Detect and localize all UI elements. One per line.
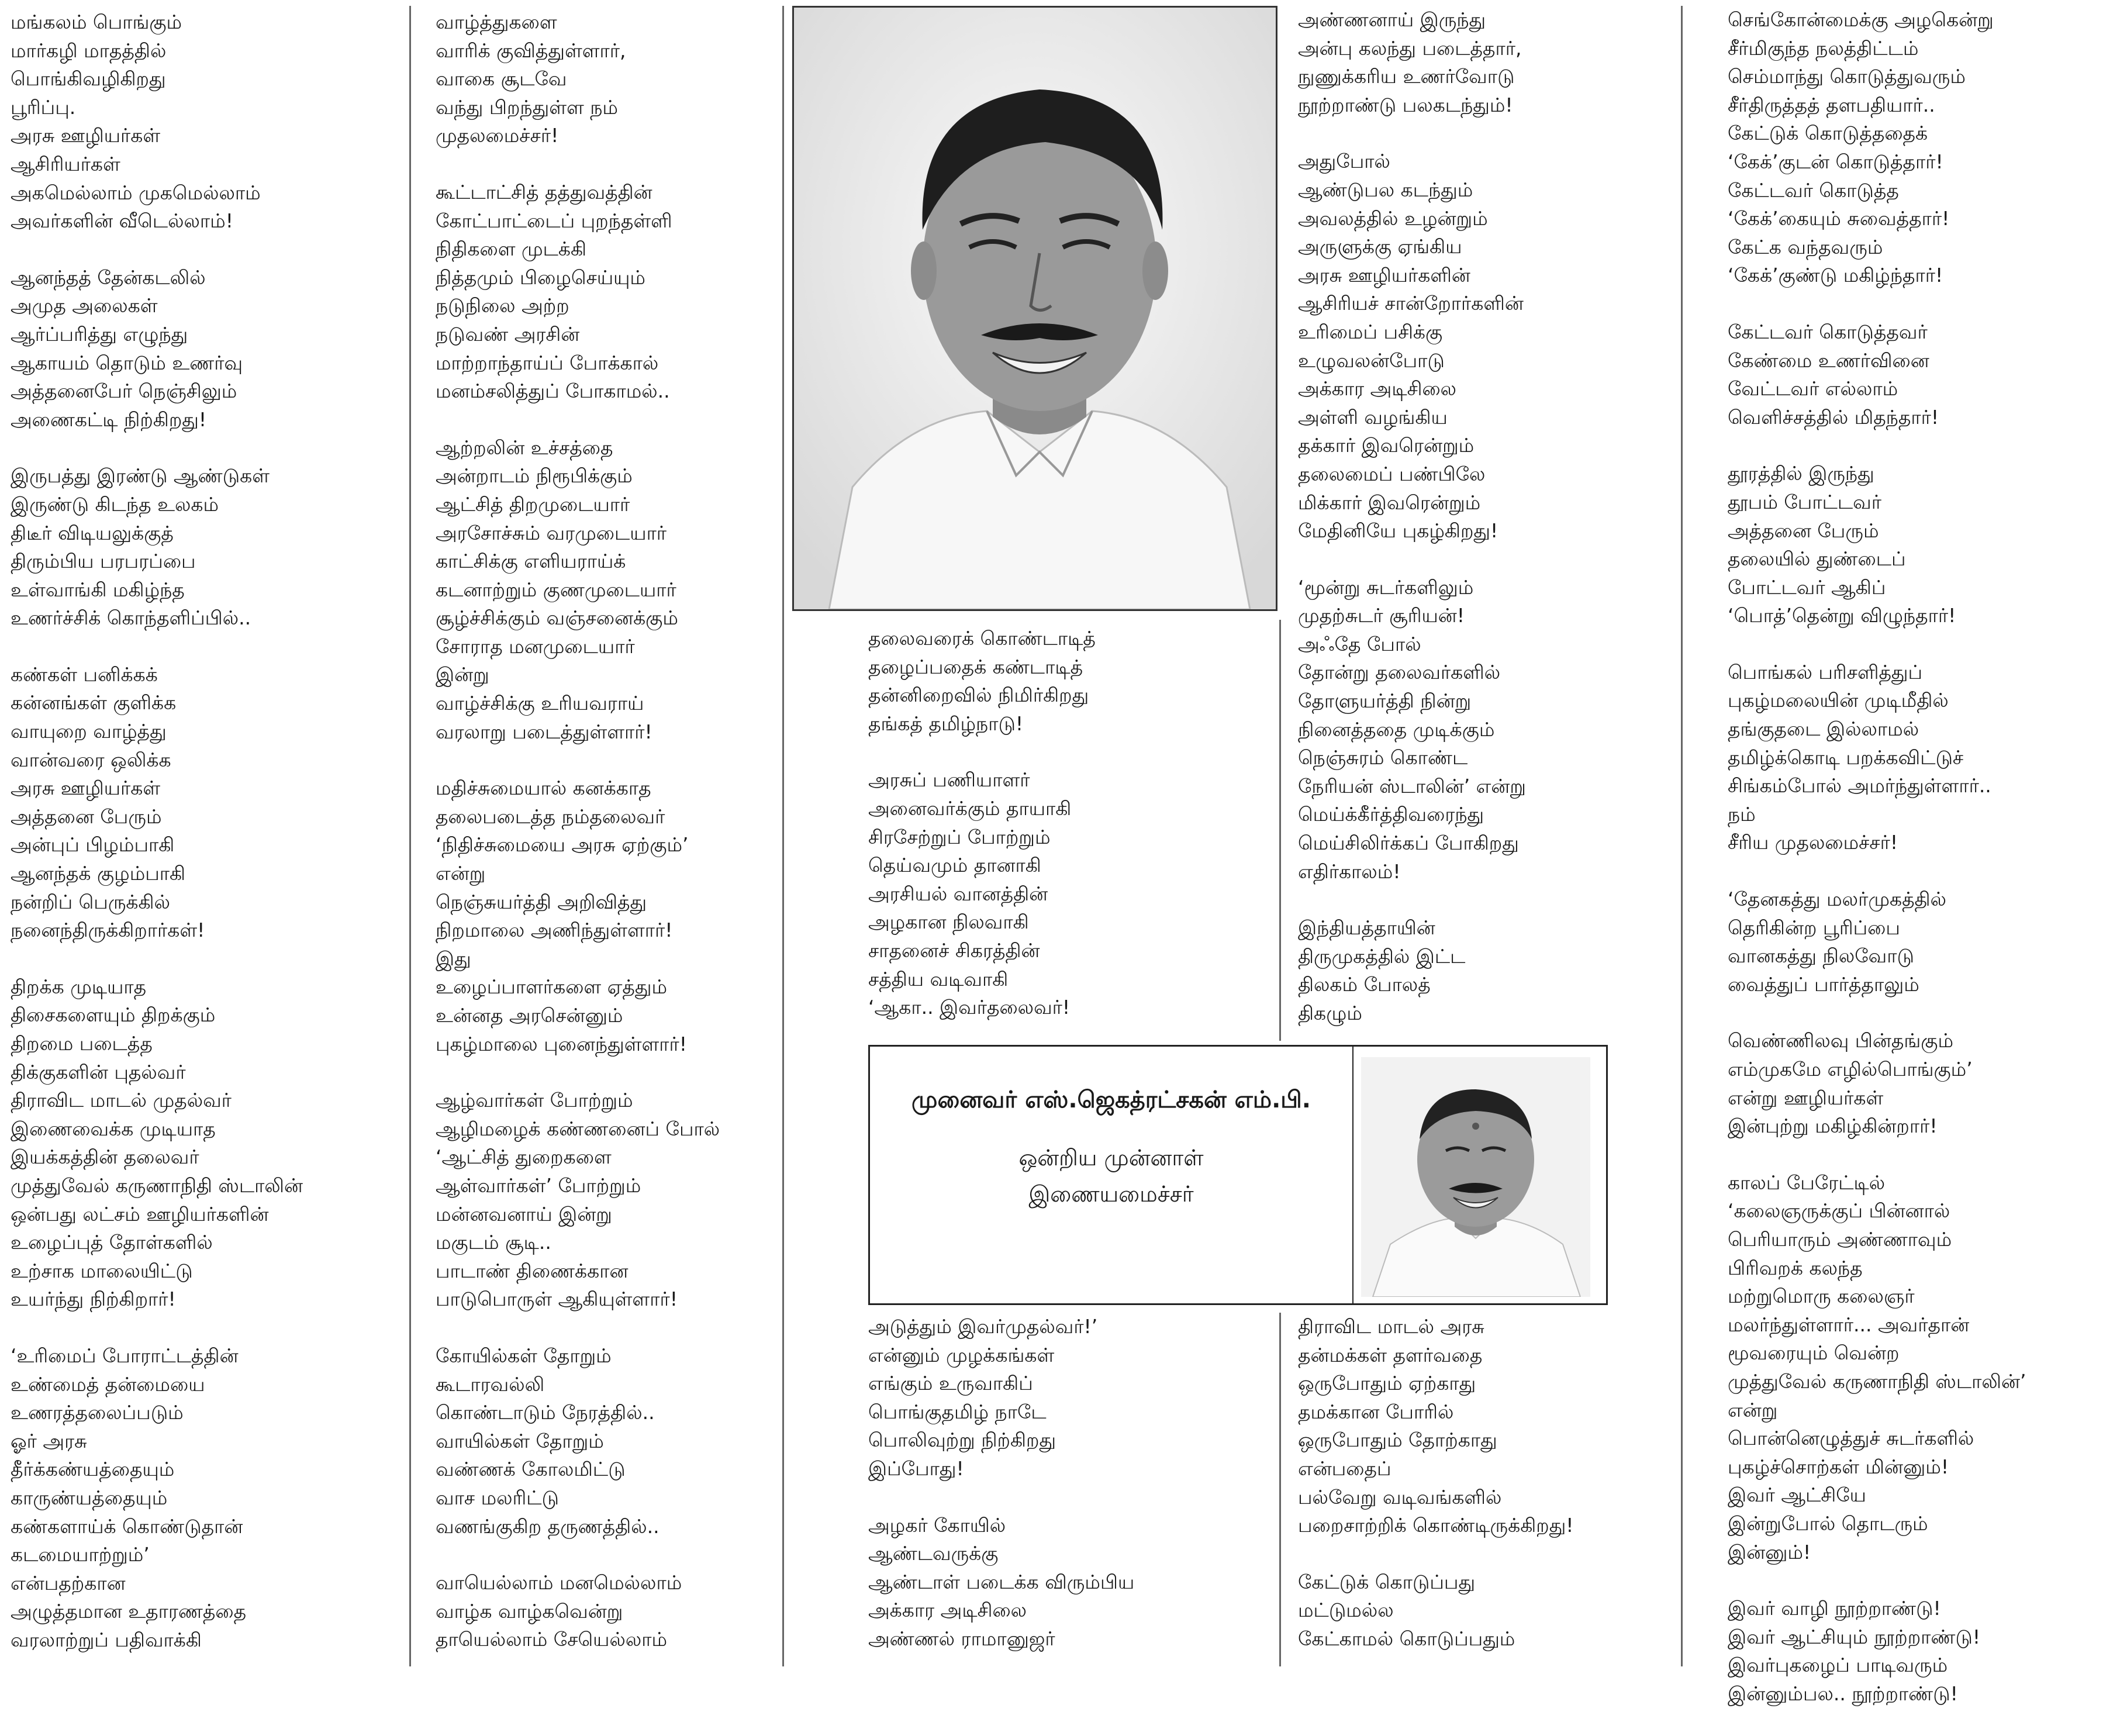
poem-line: கோயில்கள் தோறும் [436, 1344, 612, 1367]
poem-line: ‘மூன்று சுடர்களிலும் [1298, 575, 1474, 599]
poem-line: தங்கத் தமிழ்நாடு! [868, 712, 1024, 735]
poem-line: திலகம் போலத் [1298, 973, 1431, 996]
poem-line: அஃதே போல் [1298, 632, 1421, 655]
poem-line: பறைசாற்றிக் கொண்டிருக்கிறது! [1298, 1514, 1574, 1537]
poem-stanza [11, 1342, 303, 1655]
poem-stanza [1728, 1595, 2026, 1708]
poem-line: சத்திய வடிவாகி [868, 967, 1009, 990]
poem-line: ஆண்டாள் படைக்க விரும்பிய [868, 1570, 1135, 1593]
poem-line: ஆள்வார்கள்’ போற்றும் [436, 1174, 641, 1197]
poem-line: சிரசேற்றுப் போற்றும் [868, 825, 1051, 848]
poem-stanza [1728, 6, 2026, 290]
poem-line: என்பதற்கான [11, 1571, 126, 1595]
poem-line: முதற்சுடர் சூரியன்! [1298, 604, 1465, 627]
poem-line: திராவிட மாடல் முதல்வர் [11, 1089, 232, 1112]
poem-line: அரசோச்சும் வரமுடையார் [436, 521, 667, 544]
poem-stanza [1728, 885, 2026, 999]
poem-line: இப்போது! [868, 1457, 964, 1480]
poem-column-1 [11, 8, 303, 1682]
poem-line: உன்னத அரசென்னும் [436, 1004, 623, 1027]
poem-line: வாச மலரிட்டு [436, 1486, 560, 1509]
poem-line: அரசு ஊழியர்களின் [1298, 263, 1470, 287]
poem-line: இது [436, 947, 471, 970]
author-credit-text [870, 1047, 1352, 1303]
poem-line: தங்குதடை இல்லாமல் [1728, 717, 1919, 741]
poem-line: கடனாற்றும் குணமுடையார் [436, 578, 676, 601]
poem-line: வந்து பிறந்துள்ள நம் [436, 95, 618, 119]
poem-line: ஆட்சித் திறமுடையார் [436, 492, 630, 516]
author-credit-box [868, 1045, 1608, 1305]
poem-line: திராவிட மாடல் அரசு [1298, 1315, 1484, 1338]
author-role-line-1: ஒன்றிய முன்னாள் [1018, 1145, 1204, 1171]
poem-line: கேட்காமல் கொடுப்பதும் [1298, 1627, 1515, 1650]
poem-line: இவர்புகழைப் பாடிவரும் [1728, 1654, 1948, 1677]
poem-line: உழைப்புத் தோள்களில் [11, 1231, 213, 1254]
poem-line: மாற்றாந்தாய்ப் போக்கால் [436, 351, 659, 374]
poem-line: அரசுப் பணியாளர் [868, 768, 1030, 792]
poem-line: சீரிய முதலமைச்சர்! [1728, 831, 1898, 854]
poem-line: நிதிகளை முடக்கி [436, 237, 587, 261]
poem-line: வானகத்து நிலவோடு [1728, 944, 1914, 968]
column-rule-1 [409, 6, 411, 1666]
poem-line: வாகை சூடவே [436, 67, 567, 91]
poem-line: அவலத்தில் உழன்றும் [1298, 206, 1488, 230]
poem-line: இன்றுபோல் தொடரும் [1728, 1511, 1928, 1535]
poem-line: திகழும் [1298, 1002, 1362, 1024]
poem-line: நனைந்திருக்கிறார்கள்! [11, 919, 205, 942]
poem-line: ஆழிமழைக் கண்ணனைப் போல் [436, 1117, 720, 1140]
poem-line: கேட்டுக் கொடுப்பது [1298, 1570, 1476, 1593]
poem-line: அரசு ஊழியர்கள் [11, 776, 161, 800]
poem-line: ஒருபோதும் தோற்காது [1298, 1428, 1497, 1452]
poem-line: அருளுக்கு ஏங்கிய [1298, 235, 1462, 258]
poem-line: மகுடம் சூடி.. [436, 1231, 551, 1254]
poem-line: என்று ஊழியர்கள் [1728, 1086, 1884, 1109]
poem-line: பொங்கல் பரிசளித்துப் [1728, 660, 1923, 684]
poem-line: ‘ஆட்சித் துறைகளை [436, 1145, 612, 1169]
poem-line: போட்டவர் ஆகிப் [1728, 575, 1886, 599]
poem-line: திரும்பிய பரபரப்பை [11, 550, 196, 573]
poem-line: இருண்டு கிடந்த உலகம் [11, 492, 219, 516]
poem-line: அழகான நிலவாகி [868, 910, 1029, 934]
poem-line: கடமையாற்றும்’ [11, 1543, 150, 1566]
poem-stanza [436, 434, 720, 747]
poem-stanza [1298, 914, 1526, 1027]
poem-line: மேதினியே புகழ்கிறது! [1298, 519, 1498, 543]
poem-line: இணைவைக்க முடியாத [11, 1117, 216, 1140]
poem-line: தீர்க்கண்யத்தையும் [11, 1458, 175, 1481]
poem-line: ஆனந்தத் தேன்கடலில் [11, 265, 206, 289]
poem-stanza [436, 774, 720, 1058]
poem-stanza [436, 1342, 720, 1541]
poem-line: ‘கலைஞருக்குப் பின்னால் [1728, 1199, 1950, 1223]
poem-line: திறக்க முடியாத [11, 975, 147, 998]
poem-line: கூடாரவல்லி [436, 1372, 545, 1396]
poem-line: என்று [436, 862, 486, 885]
poem-line: வாயெல்லாம் மனமெல்லாம் [436, 1571, 682, 1595]
poem-line: பொன்னெழுத்துச் சுடர்களில் [1728, 1427, 1974, 1450]
poem-line: கண்களாய்க் கொண்டுதான் [11, 1514, 243, 1538]
poem-line: ‘நிதிச்சுமையை அரசு ஏற்கும்’ [436, 833, 689, 857]
poem-line: கேட்டுக் கொடுத்ததைக் [1728, 122, 1928, 145]
poem-line: தாயெல்லாம் சேயெல்லாம் [436, 1628, 668, 1651]
poem-stanza [1298, 1313, 1574, 1540]
poem-stanza [868, 1511, 1134, 1654]
poem-line: உண்மைத் தன்மையை [11, 1372, 205, 1396]
poem-line: கோட்பாட்டைப் புறந்தள்ளி [436, 209, 672, 232]
poem-line: தோன்று தலைவர்களில் [1298, 661, 1501, 684]
poem-line: தலைமைப் பண்பிலே [1298, 462, 1486, 485]
poem-line: ‘பொத்’தென்று விழுந்தார்! [1728, 604, 1956, 627]
poem-line: என்பதைப் [1298, 1457, 1391, 1480]
poem-line: சிங்கம்போல் அமர்ந்துள்ளார்.. [1728, 774, 1991, 798]
poem-line: நித்தமும் பிழைசெய்யும் [436, 265, 645, 289]
poem-stanza [1728, 460, 2026, 630]
poem-column-4-bottom [1298, 1313, 1574, 1682]
poem-column-3-top [868, 624, 1096, 1050]
poem-line: அகமெல்லாம் முகமெல்லாம் [11, 181, 261, 204]
poem-line: கண்கள் பனிக்கக் [11, 662, 158, 686]
poem-line: ஆர்ப்பரித்து எழுந்து [11, 322, 188, 346]
poem-line: உற்சாக மாலையிட்டு [11, 1259, 193, 1282]
poem-line: அன்பு கலந்து படைத்தார், [1298, 36, 1522, 60]
poem-column-3-bottom [868, 1313, 1134, 1682]
poem-line: பெரியாரும் அண்ணாவும் [1728, 1227, 1952, 1251]
poem-line: வரலாறு படைத்துள்ளார்! [436, 720, 652, 743]
poem-line: காட்சிக்கு எளியராய்க் [436, 550, 626, 573]
poem-line: அவர்களின் வீடெல்லாம்! [11, 209, 233, 233]
poem-line: வெண்ணிலவு பின்தங்கும் [1728, 1029, 1953, 1052]
poem-line: தெரிகின்ற பூரிப்பை [1728, 916, 1900, 939]
poem-line: உள்வாங்கி மகிழ்ந்த [11, 578, 185, 601]
poem-line: ஆழ்வார்கள் போற்றும் [436, 1089, 633, 1112]
poem-line: உழுவலன்போடு [1298, 348, 1445, 372]
poem-line: அரசியல் வானத்தின் [868, 882, 1048, 905]
poem-line: காலப் பேரேட்டில் [1728, 1171, 1886, 1194]
poem-line: முத்துவேல் கருணாநிதி ஸ்டாலின் [11, 1174, 303, 1197]
poem-line: வெளிச்சத்தில் மிதந்தார்! [1728, 405, 1939, 429]
poem-line: பாடாண் திணைக்கான [436, 1259, 629, 1282]
poem-line: நூற்றாண்டு பலகடந்தும்! [1298, 93, 1513, 116]
poem-line: புகழ்மலையின் முடிமீதில் [1728, 689, 1949, 712]
poem-line: பொங்குதமிழ் நாடே [868, 1400, 1047, 1423]
poem-line: இயக்கத்தின் தலைவர் [11, 1145, 199, 1169]
poem-line: கூட்டாட்சித் தத்துவத்தின் [436, 180, 652, 203]
poem-line: அடுத்தும் இவர்முதல்வர்!’ [868, 1315, 1098, 1338]
poem-stanza [1298, 6, 1526, 119]
poem-line: இருபத்து இரண்டு ஆண்டுகள் [11, 464, 270, 488]
poem-line: திருமுகத்தில் இட்ட [1298, 944, 1466, 968]
poem-line: பல்வேறு வடிவங்களில் [1298, 1485, 1502, 1509]
author-portrait-photo [1361, 1057, 1590, 1297]
poem-line: ஓர் அரசு [11, 1429, 87, 1452]
chief-minister-portrait-photo [792, 6, 1277, 611]
poem-stanza [11, 462, 303, 633]
poem-line: தலைபடைத்த நம்தலைவர் [436, 805, 665, 828]
poem-line: திக்குகளின் புதல்வர் [11, 1060, 186, 1083]
poem-line: என்று [1728, 1398, 1778, 1421]
poem-line: தலையில் துண்டைப் [1728, 547, 1906, 571]
poem-line: அத்தனை பேரும் [1728, 519, 1879, 542]
poem-stanza [1728, 318, 2026, 432]
poem-line: மிக்கார் இவரென்றும் [1298, 491, 1481, 514]
poem-line: வாழ்க வாழ்கவென்று [436, 1599, 623, 1623]
poem-line: வரலாற்றுப் பதிவாக்கி [11, 1628, 202, 1651]
poem-line: கேண்மை உணர்வினை [1728, 348, 1929, 372]
poem-line: அண்ணல் ராமானுஜர் [868, 1627, 1055, 1650]
poem-line: வான்வரை ஒலிக்க [11, 748, 171, 771]
poem-line: கேட்க வந்தவரும் [1728, 235, 1883, 258]
poem-line: தமக்கான போரில் [1298, 1400, 1454, 1423]
poem-line: அதுபோல் [1298, 150, 1390, 173]
poem-line: மனம்சலித்துப் போகாமல்.. [436, 379, 670, 403]
poem-line: ஆசிரியச் சான்றோர்களின் [1298, 292, 1524, 315]
poem-line: அண்ணனாய் இருந்து [1298, 8, 1486, 31]
poem-line: அள்ளி வழங்கிய [1298, 405, 1448, 429]
poem-column-4 [1298, 6, 1526, 1056]
poem-stanza [1728, 1027, 2026, 1140]
poem-line: சீர்மிகுந்த நலத்திட்டம் [1728, 36, 1919, 60]
poem-line: தக்கார் இவரென்றும் [1298, 434, 1475, 457]
poem-line: ‘கேக்’கையும் சுவைத்தார்! [1728, 207, 1950, 230]
poem-line: நம் [1728, 802, 1756, 826]
poem-line: இன்று [436, 663, 489, 686]
poem-line: திடீர் விடியலுக்குத் [11, 521, 174, 544]
author-role [870, 1140, 1352, 1212]
poem-line: முத்துவேல் கருணாநிதி ஸ்டாலின்’ [1728, 1369, 2026, 1393]
poem-line: இவர் ஆட்சியும் நூற்றாண்டு! [1728, 1625, 1981, 1648]
poem-line: அன்றாடம் நிரூபிக்கும் [436, 464, 633, 488]
poem-line: வாயுறை வாழ்த்து [11, 720, 167, 743]
poem-line: அரசு ஊழியர்கள் [11, 124, 161, 147]
poem-line: கன்னங்கள் குளிக்க [11, 691, 177, 715]
poem-stanza [1298, 1568, 1574, 1654]
poem-line: நன்றிப் பெருக்கில் [11, 890, 170, 913]
poem-line: மார்கழி மாதத்தில் [11, 39, 167, 62]
poem-line: தன்மக்கள் தளர்வதை [1298, 1343, 1483, 1366]
poem-column-5 [1728, 6, 2026, 1736]
poem-line: மெய்சிலிர்க்கப் போகிறது [1298, 831, 1519, 855]
poem-line: உரிமைப் பசிக்கு [1298, 320, 1443, 343]
poem-line: மங்கலம் பொங்கும் [11, 11, 182, 33]
poem-line: இன்னும்! [1728, 1540, 1811, 1564]
poem-line: திறமை படைத்த [11, 1032, 153, 1055]
column-rule-3 [1279, 620, 1281, 1041]
poem-line: ஆசிரியர்கள் [11, 152, 120, 175]
poem-line: நடுவண் அரசின் [436, 322, 580, 346]
poem-stanza [1298, 574, 1526, 886]
poem-line: இந்தியத்தாயின் [1298, 916, 1435, 940]
poem-line: இன்னும்பல.. நூற்றாண்டு! [1728, 1682, 1958, 1705]
author-role-line-2: இணையமைச்சர் [1028, 1181, 1194, 1207]
poem-line: வைத்துப் பார்த்தாலும் [1728, 972, 1919, 996]
poem-line: சோராத மனமுடையார் [436, 634, 635, 658]
poem-line: மன்னவனாய் இன்று [436, 1202, 612, 1226]
poem-line: நடுநிலை அற்ற [436, 294, 569, 317]
poem-line: ‘உரிமைப் போராட்டத்தின் [11, 1344, 239, 1367]
poem-line: தழைப்பதைக் கண்டாடித் [868, 655, 1083, 678]
poem-line: பாடுபொருள் ஆகியுள்ளார்! [436, 1288, 678, 1311]
author-name: முனைவர் எஸ்.ஜெகத்ரட்சகன் எம்.பி. [911, 1086, 1311, 1113]
poem-line: புகழ்மாலை புனைந்துள்ளார்! [436, 1032, 687, 1055]
poem-line: ஆண்டவருக்கு [868, 1542, 999, 1565]
poem-line: தமிழ்க்கொடி பறக்கவிட்டுச் [1728, 746, 1964, 769]
poem-stanza [436, 1569, 720, 1654]
poem-line: ஆகாயம் தொடும் உணர்வு [11, 351, 243, 374]
poem-line: வணங்குகிற தருணத்தில்.. [436, 1514, 659, 1538]
poem-line: சாதனைச் சிகரத்தின் [868, 938, 1040, 962]
poem-line: அக்கார அடிசிலை [868, 1599, 1027, 1622]
poem-line: வேட்டவர் எல்லாம் [1728, 377, 1898, 401]
poem-line: புகழ்ச்சொற்கள் மின்னும்! [1728, 1455, 1949, 1478]
poem-line: அணைகட்டி நிற்கிறது! [11, 408, 207, 431]
poem-line: காருண்யத்தையும் [11, 1486, 168, 1509]
poem-line: செம்மாந்து கொடுத்துவரும் [1728, 65, 1966, 88]
poem-line: பூரிப்பு. [11, 95, 76, 119]
poem-line: செங்கோன்மைக்கு அழகென்று [1728, 8, 1994, 31]
poem-line: தலைவரைக் கொண்டாடித் [868, 627, 1096, 650]
poem-stanza [11, 8, 303, 236]
poem-line: வாழ்ச்சிக்கு உரியவராய் [436, 692, 644, 715]
poem-line: என்னும் முழக்கங்கள் [868, 1343, 1055, 1366]
poem-line: அமுத அலைகள் [11, 294, 158, 317]
poem-line: நெஞ்சுயர்த்தி அறிவித்து [436, 890, 647, 913]
poem-line: சீர்திருத்தத் தளபதியார்.. [1728, 93, 1935, 116]
poem-line: உணர்ச்சிக் கொந்தளிப்பில்.. [11, 606, 251, 630]
poem-line: நேரியன் ஸ்டாலின்’ என்று [1298, 774, 1527, 798]
poem-line: இவர் ஆட்சியே [1728, 1483, 1866, 1507]
poem-line: அழகர் கோயில் [868, 1513, 1006, 1537]
poem-line: மெய்க்கீர்த்திவரைந்து [1298, 803, 1484, 826]
poem-line: முதலமைச்சர்! [436, 124, 559, 147]
poem-line: வண்ணக் கோலமிட்டு [436, 1458, 626, 1481]
poem-line: எங்கும் உருவாகிப் [868, 1372, 1033, 1395]
poem-line: திசைகளையும் திறக்கும் [11, 1003, 216, 1027]
poem-stanza [868, 624, 1096, 738]
poem-stanza [436, 178, 720, 406]
poem-line: பொலிவுற்று நிற்கிறது [868, 1428, 1056, 1452]
poem-stanza [1298, 147, 1526, 545]
poem-line: மூவரையும் வென்ற [1728, 1341, 1900, 1365]
poem-line: தெய்வமும் தானாகி [868, 854, 1041, 877]
poem-stanza [436, 1086, 720, 1314]
poem-line: வாரிக் குவித்துள்ளார், [436, 39, 626, 62]
author-box-divider [1352, 1047, 1353, 1303]
poem-stanza [436, 8, 720, 150]
poem-line: பொங்கிவழிகிறது [11, 67, 166, 91]
column-rule-4 [1681, 6, 1683, 1666]
poem-line: ஒன்பது லட்சம் ஊழியர்களின் [11, 1202, 269, 1226]
poem-line: இன்புற்று மகிழ்கின்றார்! [1728, 1114, 1938, 1138]
poem-line: எதிர்காலம்! [1298, 860, 1401, 883]
poem-line: ‘கேக்’குடன் கொடுத்தார்! [1728, 150, 1943, 173]
poem-line: ஆண்டுபல கடந்தும் [1298, 178, 1473, 201]
poem-stanza [868, 1313, 1134, 1483]
poem-line: உணரத்தலைப்படும் [11, 1401, 184, 1424]
poem-line: மட்டுமல்ல [1298, 1599, 1394, 1622]
poem-line: இவர் வாழி நூற்றாண்டு! [1728, 1597, 1941, 1620]
poem-stanza [11, 661, 303, 945]
poem-line: எம்முகமே எழில்பொங்கும்’ [1728, 1058, 1973, 1081]
poem-line: தன்னிறைவில் நிமிர்கிறது [868, 684, 1089, 707]
poem-line: சூழ்ச்சிக்கும் வஞ்சனைக்கும் [436, 606, 678, 630]
poem-line: ‘கேக்’குண்டு மகிழ்ந்தார்! [1728, 264, 1943, 287]
poem-column-2 [436, 8, 720, 1682]
poem-stanza [11, 264, 303, 434]
poem-line: அழுத்தமான உதாரணத்தை [11, 1600, 247, 1623]
poem-line: நுணுக்கரிய உணர்வோடு [1298, 65, 1515, 88]
poem-line: மதிச்சுமையால் கனக்காத [436, 776, 651, 800]
poem-line: மற்றுமொரு கலைஞர் [1728, 1285, 1915, 1308]
poem-line: கேட்டவர் கொடுத்தவர் [1728, 320, 1928, 343]
poem-line: அத்தனைபேர் நெஞ்சிலும் [11, 379, 237, 403]
poem-line: அனைவர்க்கும் தாயாகி [868, 796, 1072, 820]
poem-line: கொண்டாடும் நேரத்தில்.. [436, 1401, 655, 1424]
poem-line: ஆனந்தக் குழம்பாகி [11, 862, 186, 885]
poem-line: அக்கார அடிசிலை [1298, 377, 1457, 401]
poem-line: தோளுயர்த்தி நின்று [1298, 689, 1472, 713]
poem-stanza [1728, 1169, 2026, 1566]
poem-line: வாழ்த்துகளை [436, 11, 557, 33]
poem-stanza [11, 973, 303, 1314]
poem-line: கேட்டவர் கொடுத்த [1728, 178, 1899, 202]
poem-stanza [868, 766, 1096, 1021]
poem-line: வாயில்கள் தோறும் [436, 1429, 604, 1452]
poem-line: உயர்ந்து நிற்கிறார்! [11, 1288, 176, 1311]
poem-line: ‘தேனகத்து மலர்முகத்தில் [1728, 888, 1946, 911]
poem-line: ‘ஆகா.. இவர்தலைவர்! [868, 996, 1071, 1019]
poem-line: பிரிவறக் கலந்த [1728, 1256, 1863, 1279]
poem-line: ஒருபோதும் ஏற்காது [1298, 1372, 1476, 1395]
poem-line: மலர்ந்துள்ளார்... அவர்தான் [1728, 1313, 1970, 1336]
poem-line: அத்தனை பேரும் [11, 805, 162, 828]
column-rule-3b [1279, 1313, 1281, 1666]
poem-stanza [1728, 658, 2026, 857]
poem-line: அன்புப் பிழம்பாகி [11, 833, 175, 857]
poem-line: ஆற்றலின் உச்சத்தை [436, 436, 613, 459]
poem-line: உழைப்பாளர்களை ஏத்தும் [436, 975, 668, 999]
poem-line: நினைத்ததை முடிக்கும் [1298, 717, 1495, 741]
poem-line: நிறமாலை அணிந்துள்ளார்! [436, 919, 673, 942]
poem-line: தூரத்தில் இருந்து [1728, 462, 1874, 485]
poem-line: தூபம் போட்டவர் [1728, 490, 1881, 513]
column-rule-2 [782, 6, 784, 1666]
poem-line: நெஞ்சுரம் கொண்ட [1298, 746, 1468, 769]
